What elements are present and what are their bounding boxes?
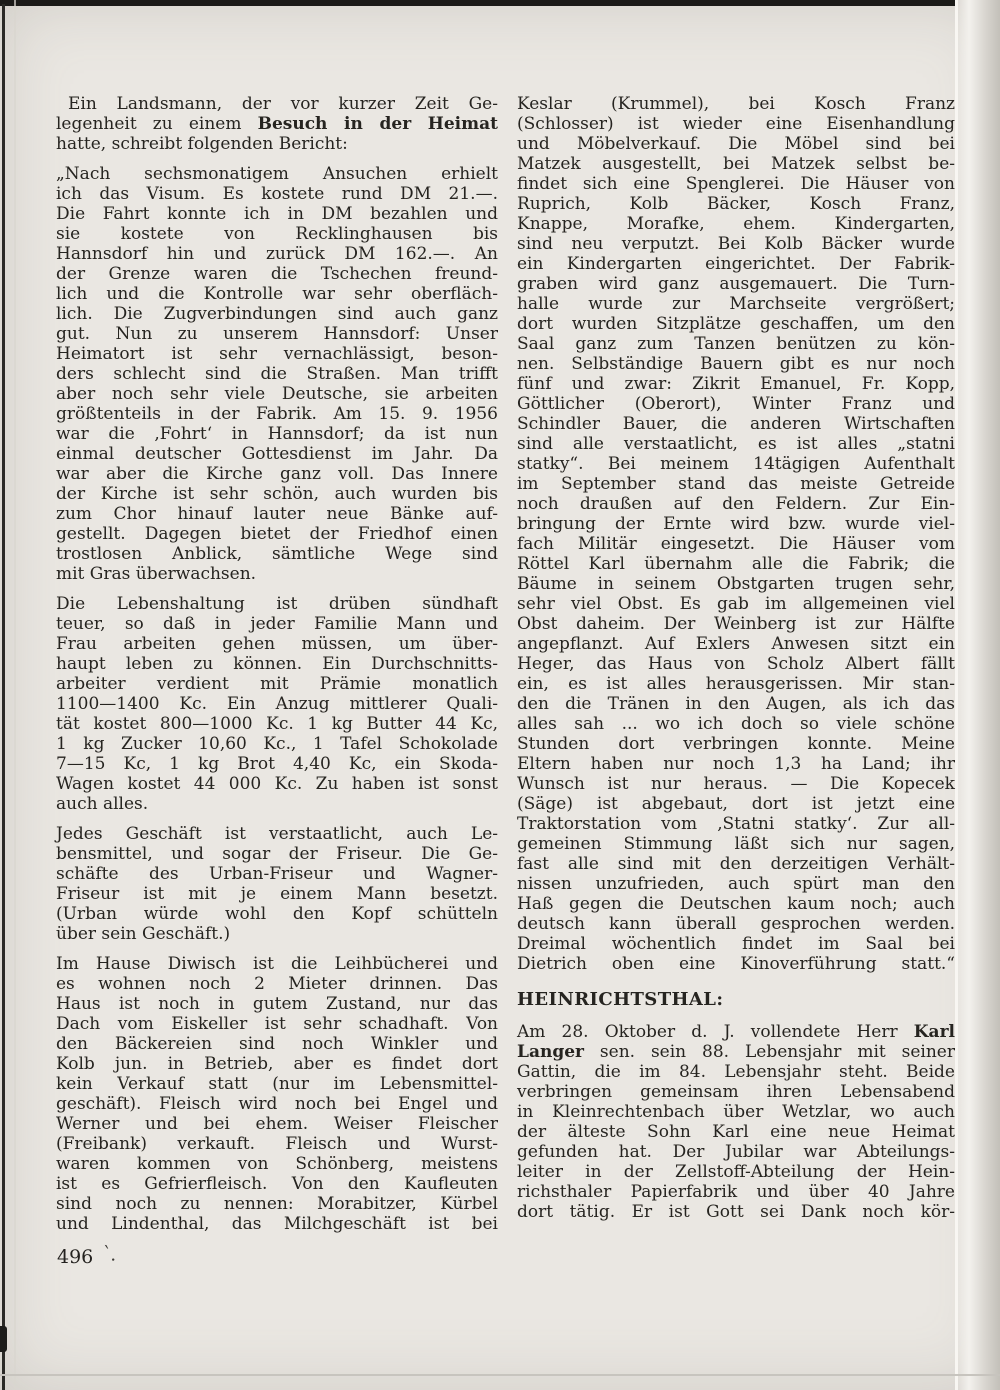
text-line: lich und die Kontrolle war sehr oberfläch- bbox=[56, 284, 498, 304]
text-line: über sein Geschäft.) bbox=[56, 924, 231, 944]
paragraph bbox=[56, 164, 498, 584]
text-line: Gattin, die im 84. Lebensjahr steht. Beide bbox=[517, 1062, 955, 1082]
text-line: ders schlecht sind die Straßen. Man trifft bbox=[56, 364, 498, 384]
text-line: Ein Landsmann, der vor kurzer Zeit Ge- bbox=[68, 94, 498, 114]
text-line: ist es Gefrierfleisch. Von den Kaufleuten bbox=[56, 1174, 498, 1194]
text-line: ein Kindergarten eingerichtet. Der Fabrik- bbox=[517, 254, 955, 274]
text-line: Hannsdorf hin und zurück DM 162.—. An bbox=[56, 244, 498, 264]
text-line: trostlosen Anblick, sämtliche Wege sind bbox=[56, 544, 498, 564]
text-line: es wohnen noch 2 Mieter drinnen. Das bbox=[56, 974, 498, 994]
text-line: Bäume in seinem Obstgarten trugen sehr, bbox=[517, 574, 955, 594]
text-line: ich das Visum. Es kostete rund DM 21.—. bbox=[56, 184, 498, 204]
text-line: Matzek ausgestellt, bei Matzek selbst be- bbox=[517, 154, 955, 174]
text-line: hatte, schreibt folgenden Bericht: bbox=[56, 134, 348, 154]
text-line: HEINRICHTSTHAL: bbox=[517, 989, 724, 1010]
text-line: (Schlosser) ist wieder eine Eisenhandlung bbox=[517, 114, 955, 134]
text-line: nissen unzufrieden, auch spürt man den bbox=[517, 874, 955, 894]
text-line: noch draußen auf den Feldern. Zur Ein- bbox=[517, 494, 955, 514]
text-line: arbeiter verdient mit Prämie monatlich bbox=[56, 674, 498, 694]
text-line: den die Tränen in den Augen, als ich das bbox=[517, 694, 955, 714]
text-line: 1 kg Zucker 10,60 Kc., 1 Tafel Schokolade bbox=[56, 734, 498, 754]
text-line: Werner und bei ehem. Weiser Fleischer bbox=[56, 1114, 498, 1134]
text-line: legenheit zu einem Besuch in der Heimat bbox=[56, 114, 498, 134]
text-line: Knappe, Morafke, ehem. Kindergarten, bbox=[517, 214, 955, 234]
text-line: Stunden dort verbringen konnte. Meine bbox=[517, 734, 955, 754]
text-line: im September stand das meiste Getreide bbox=[517, 474, 955, 494]
text-line: gemeinen Stimmung läßt sich nur sagen, bbox=[517, 834, 955, 854]
text-line: war aber die Kirche ganz voll. Das Innere bbox=[56, 464, 498, 484]
paragraph bbox=[56, 954, 498, 1234]
text-line: bensmittel, und sogar der Friseur. Die Ge- bbox=[56, 844, 498, 864]
scan-bottom-rule bbox=[0, 1374, 1000, 1376]
text-line: (Freibank) verkauft. Fleisch und Wurst- bbox=[56, 1134, 498, 1154]
scan-left-border bbox=[2, 4, 5, 1390]
paragraph bbox=[517, 94, 955, 974]
text-line: ein, es ist alles herausgerissen. Mir stan- bbox=[517, 674, 955, 694]
text-line: mit Gras überwachsen. bbox=[56, 564, 257, 584]
text-line: war die ‚Fohrt‘ in Hannsdorf; da ist nun bbox=[56, 424, 498, 444]
text-line: sind neu verputzt. Bei Kolb Bäcker wurde bbox=[517, 234, 955, 254]
paragraph bbox=[56, 94, 498, 154]
text-line: Saal ganz zum Tanzen benützen zu kön- bbox=[517, 334, 955, 354]
text-line: fach Militär eingesetzt. Die Häuser vom bbox=[517, 534, 955, 554]
text-line: fünf und zwar: Zikrit Emanuel, Fr. Kopp, bbox=[517, 374, 955, 394]
text-line: fast alle sind mit den derzeitigen Verhält- bbox=[517, 854, 955, 874]
text-line: einmal deutscher Gottesdienst im Jahr. Da bbox=[56, 444, 498, 464]
text-line: kein Verkauf statt (nur im Lebensmittel- bbox=[56, 1074, 498, 1094]
text-line: der Kirche ist sehr schön, auch wurden bis bbox=[56, 484, 498, 504]
text-line: richsthaler Papierfabrik und über 40 Jahre bbox=[517, 1182, 955, 1202]
text-line: Die Fahrt konnte ich in DM bezahlen und bbox=[56, 204, 498, 224]
text-line: statky“. Bei meinem 14tägigen Aufenthalt bbox=[517, 454, 955, 474]
text-line: 7—15 Kc, 1 kg Brot 4,40 Kc, ein Skoda- bbox=[56, 754, 498, 774]
text-line: Am 28. Oktober d. J. vollendete Herr Karl bbox=[517, 1022, 955, 1042]
paragraph bbox=[56, 824, 498, 944]
text-line: angepflanzt. Auf Exlers Anwesen sitzt ein bbox=[517, 634, 955, 654]
text-line: Röttel Karl übernahm alle die Fabrik; die bbox=[517, 554, 955, 574]
text-line: lich. Die Zugverbindungen sind auch ganz bbox=[56, 304, 498, 324]
scan-corner-artifact bbox=[0, 1326, 7, 1352]
text-line: (Säge) ist abgebaut, dort ist jetzt eine bbox=[517, 794, 955, 814]
text-line: waren kommen von Schönberg, meistens bbox=[56, 1154, 498, 1174]
text-line: der Grenze waren die Tschechen freund- bbox=[56, 264, 498, 284]
text-line: zum Chor hinauf lauter neue Bänke auf- bbox=[56, 504, 498, 524]
text-line: größtenteils in der Fabrik. Am 15. 9. 1956 bbox=[56, 404, 498, 424]
section-heading bbox=[517, 990, 955, 1010]
text-line: der älteste Sohn Karl eine neue Heimat bbox=[517, 1122, 955, 1142]
text-line: Friseur ist mit je einem Mann besetzt. bbox=[56, 884, 498, 904]
text-line: teuer, so daß in jeder Familie Mann und bbox=[56, 614, 498, 634]
page-number: 496 bbox=[57, 1246, 94, 1268]
text-line: Schindler Bauer, die anderen Wirtschaften bbox=[517, 414, 955, 434]
text-line: Dreimal wöchentlich findet im Saal bei bbox=[517, 934, 955, 954]
text-line: Traktorstation vom ‚Statni statky‘. Zur all- bbox=[517, 814, 955, 834]
text-line: tät kostet 800—1000 Kc. 1 kg Butter 44 Kc, bbox=[56, 714, 498, 734]
text-line: (Urban würde wohl den Kopf schütteln bbox=[56, 904, 498, 924]
text-line: schäfte des Urban-Friseur und Wagner- bbox=[56, 864, 498, 884]
paragraph bbox=[56, 594, 498, 814]
ink-artifact-mark: ˋ. bbox=[100, 1243, 119, 1266]
text-line: Obst daheim. Der Weinberg ist zur Hälfte bbox=[517, 614, 955, 634]
text-line: Wagen kostet 44 000 Kc. Zu haben ist sonst bbox=[56, 774, 498, 794]
text-line: Jedes Geschäft ist verstaatlicht, auch Le- bbox=[56, 824, 498, 844]
text-line: Eltern haben nur noch 1,3 ha Land; ihr bbox=[517, 754, 955, 774]
text-line: Die Lebenshaltung ist drüben sündhaft bbox=[56, 594, 498, 614]
text-line: Langer sen. sein 88. Lebensjahr mit seiner bbox=[517, 1042, 955, 1062]
text-line: sie kostete von Recklinghausen bis bbox=[56, 224, 498, 244]
text-line: gut. Nun zu unserem Hannsdorf: Unser bbox=[56, 324, 498, 344]
text-line: deutsch kann überall gesprochen werden. bbox=[517, 914, 955, 934]
text-line: alles sah ... wo ich doch so viele schöne bbox=[517, 714, 955, 734]
text-line: sind alle verstaatlicht, es ist alles „statni bbox=[517, 434, 955, 454]
paragraph bbox=[517, 1022, 955, 1222]
text-line: bringung der Ernte wird bzw. wurde viel- bbox=[517, 514, 955, 534]
text-line: Wunsch ist nur heraus. — Die Kopecek bbox=[517, 774, 955, 794]
text-line: und Lindenthal, das Milchgeschäft ist bei bbox=[56, 1214, 498, 1234]
text-line: sind noch zu nennen: Morabitzer, Kürbel bbox=[56, 1194, 498, 1214]
text-line: Dietrich oben eine Kinoverführung statt.“ bbox=[517, 954, 955, 974]
scan-right-shadow bbox=[956, 0, 1000, 1390]
text-line: leiter in der Zellstoff-Abteilung der Hein- bbox=[517, 1162, 955, 1182]
text-line: Heimatort ist sehr vernachlässigt, beson- bbox=[56, 344, 498, 364]
text-line: nen. Selbständige Bauern gibt es nur noch bbox=[517, 354, 955, 374]
text-line: und Möbelverkauf. Die Möbel sind bei bbox=[517, 134, 955, 154]
text-line: den Bäckereien sind noch Winkler und bbox=[56, 1034, 498, 1054]
text-line: Kolb jun. in Betrieb, aber es findet dort bbox=[56, 1054, 498, 1074]
text-line: gestellt. Dagegen bietet der Friedhof einen bbox=[56, 524, 498, 544]
text-line: geschäft). Fleisch wird noch bei Engel und bbox=[56, 1094, 498, 1114]
text-line: in Kleinrechtenbach über Wetzlar, wo auch bbox=[517, 1102, 955, 1122]
text-line: Ruprich, Kolb Bäcker, Kosch Franz, bbox=[517, 194, 955, 214]
text-line: Heger, das Haus von Scholz Albert fällt bbox=[517, 654, 955, 674]
text-line: halle wurde zur Marchseite vergrößert; bbox=[517, 294, 955, 314]
page-crease bbox=[14, 0, 16, 1390]
text-line: dort tätig. Er ist Gott sei Dank noch kör- bbox=[517, 1202, 955, 1222]
text-line: graben wird ganz ausgemauert. Die Turn- bbox=[517, 274, 955, 294]
text-line: Frau arbeiten gehen müssen, um über- bbox=[56, 634, 498, 654]
text-line: verbringen gemeinsam ihren Lebensabend bbox=[517, 1082, 955, 1102]
right-column bbox=[517, 94, 955, 1232]
text-line: „Nach sechsmonatigem Ansuchen erhielt bbox=[56, 164, 498, 184]
text-line: Dach vom Eiskeller ist sehr schadhaft. Von bbox=[56, 1014, 498, 1034]
scan-top-border bbox=[0, 0, 958, 6]
text-line: dort wurden Sitzplätze geschaffen, um den bbox=[517, 314, 955, 334]
text-line: gefunden hat. Der Jubilar war Abteilungs- bbox=[517, 1142, 955, 1162]
text-line: haupt leben zu können. Ein Durchschnitts- bbox=[56, 654, 498, 674]
left-column bbox=[56, 94, 498, 1244]
text-line: sehr viel Obst. Es gab im allgemeinen viel bbox=[517, 594, 955, 614]
text-line: Keslar (Krummel), bei Kosch Franz bbox=[517, 94, 955, 114]
text-line: auch alles. bbox=[56, 794, 149, 814]
text-line: Göttlicher (Oberort), Winter Franz und bbox=[517, 394, 955, 414]
text-line: Haß gegen die Deutschen kaum noch; auch bbox=[517, 894, 955, 914]
text-line: aber noch sehr viele Deutsche, sie arbeiten bbox=[56, 384, 498, 404]
text-line: 1100—1400 Kc. Ein Anzug mittlerer Quali- bbox=[56, 694, 498, 714]
text-line: Haus ist noch in gutem Zustand, nur das bbox=[56, 994, 498, 1014]
text-line: Im Hause Diwisch ist die Leihbücherei und bbox=[56, 954, 498, 974]
text-line: findet sich eine Spenglerei. Die Häuser von bbox=[517, 174, 955, 194]
